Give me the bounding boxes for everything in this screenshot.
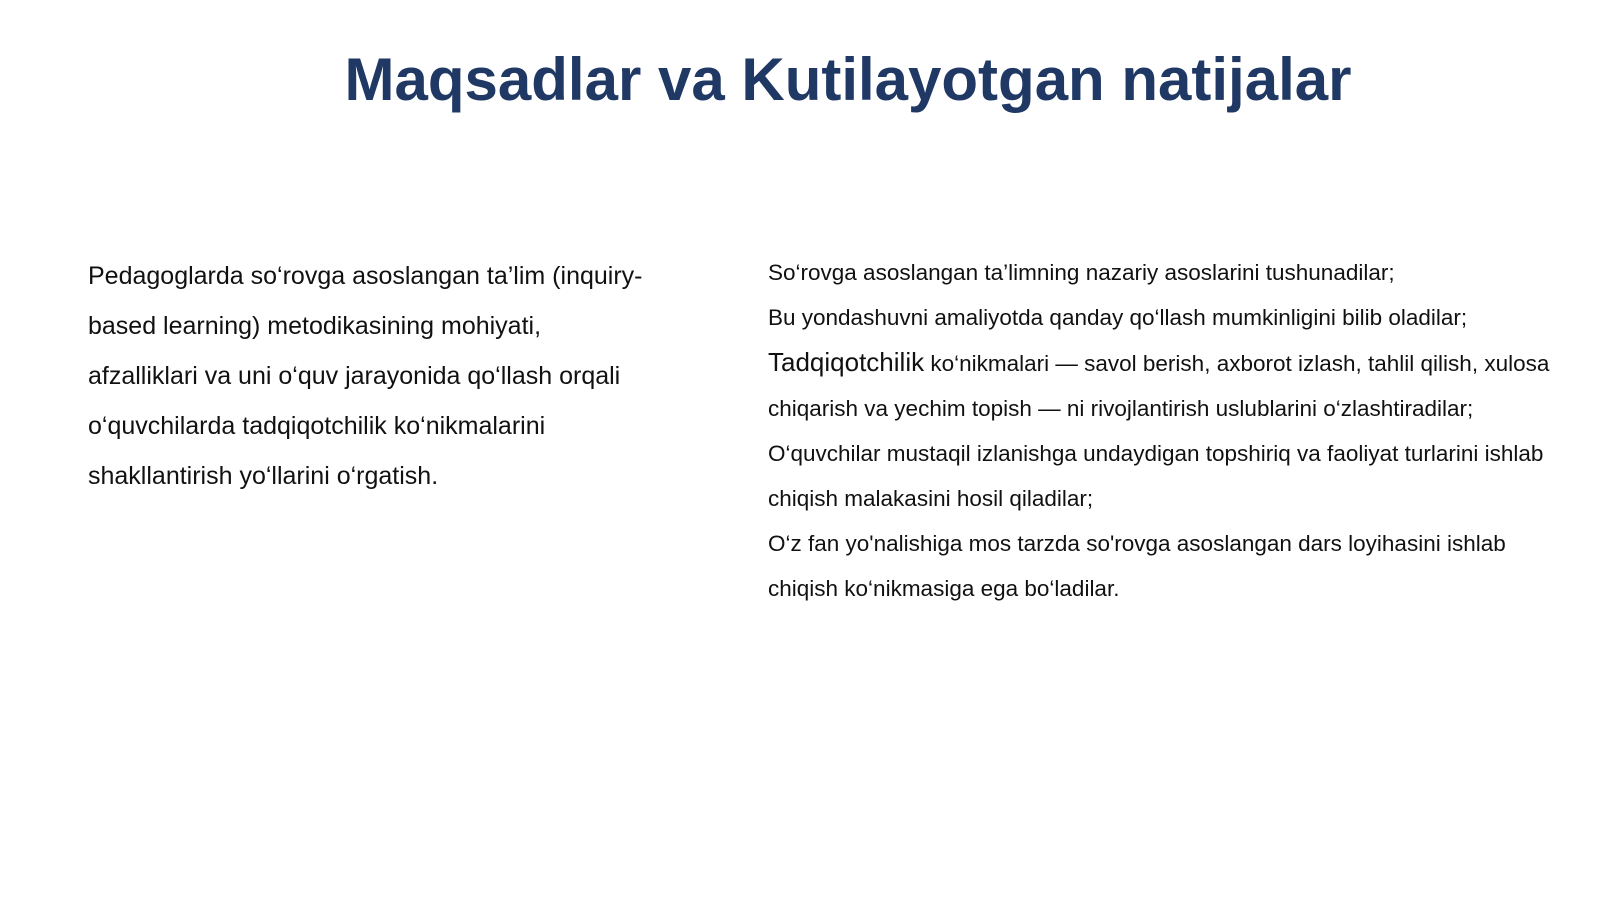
outcomes-list <box>768 250 1568 611</box>
slide-title: Maqsadlar va Kutilayotgan natijalar <box>344 46 1352 113</box>
outcome-lead-word: Tadqiqotchilik <box>768 347 925 377</box>
outcome-text: Bu yondashuvni amaliyotda qanday qo‘llash mumkinligini bilib oladilar; <box>768 305 1468 330</box>
goal-paragraph: Pedagoglarda so‘rovga asoslangan ta’lim (inquiry-based learning) metodikasining mohiyati, afzalliklari va uni o‘quv jarayonida qo‘llash orqali o‘quvchilarda tadqiqotchilik ko‘nikmalarini shakllantirish yo‘llarini o‘rgatish. <box>88 262 643 490</box>
outcome-item <box>768 295 1568 340</box>
outcome-text: So‘rovga asoslangan ta’limning nazariy asoslarini tushunadilar; <box>768 260 1395 285</box>
outcome-text: ko‘nikmalari — savol berish, axborot izlash, tahlil qilish, xulosa chiqarish va yechim topish — ni rivojlantirish uslublarini o‘zlashtiradilar; <box>768 351 1550 421</box>
outcome-item <box>768 340 1568 431</box>
outcome-text: O‘quvchilar mustaqil izlanishga undaydigan topshiriq va faoliyat turlarini ishlab chiqish malakasini hosil qiladilar; <box>768 441 1544 511</box>
outcome-item <box>768 250 1568 295</box>
outcome-text: O‘z fan yo'nalishiga mos tarzda so'rovga asoslangan dars loyihasini ishlab chiqish ko‘nikmasiga ega bo‘ladilar. <box>768 531 1506 601</box>
outcome-item <box>768 521 1568 611</box>
outcome-item <box>768 431 1568 521</box>
